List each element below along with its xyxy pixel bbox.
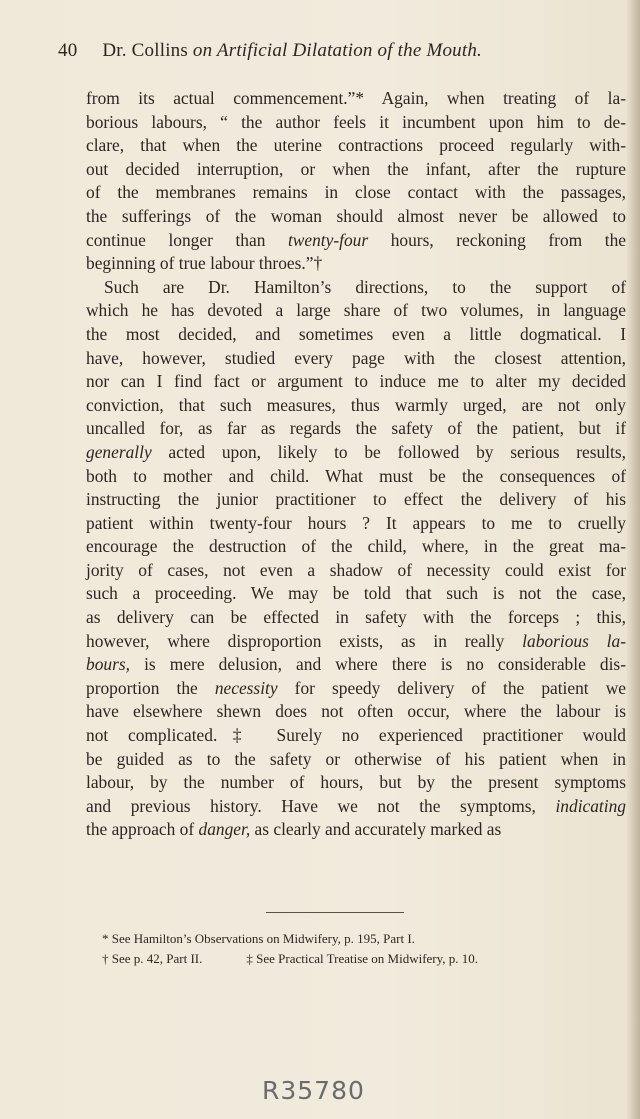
text-line: have elsewhere shewn does not often occur, where the labour is [86, 701, 626, 722]
text-line: from its actual commencement.”* Again, when treating of la- [86, 88, 626, 108]
text-line: nor can I find fact or argument to induce me to alter my decided [86, 371, 626, 392]
text-line: which he has devoted a large share of two volumes, in language [86, 300, 626, 321]
text-line: labour, by the number of hours, but by the present symptoms [86, 772, 626, 793]
running-head-title: on Artificial Dilatation of the Mouth. [192, 40, 482, 61]
text-line: out decided interruption, or when the infant, after the rupture [86, 158, 626, 179]
text-line: be guided as to the safety or otherwise of his patient when in [86, 748, 626, 769]
text-line: bours, is mere delusion, and where there is no considerable dis- [86, 654, 626, 675]
text-line: encourage the destruction of the child, where, in the great ma- [86, 536, 626, 557]
text-line: not complicated.‡ Surely no experienced practitioner would [86, 725, 626, 746]
text-line: clare, that when the uterine contractions proceed regularly with- [86, 135, 626, 156]
text-line: proportion the necessity for speedy delivery of the patient we [86, 677, 626, 698]
text-line: continue longer than twenty-four hours, reckoning from the [86, 229, 626, 250]
footnotes [86, 929, 626, 969]
text-line: patient within twenty-four hours ? It appears to me to cruelly [86, 512, 626, 533]
page-edge-shadow [626, 0, 640, 1119]
running-head [58, 40, 618, 62]
text-line: the sufferings of the woman should almost never be allowed to [86, 205, 626, 226]
text-line: both to mother and child. What must be the consequences of [86, 465, 626, 486]
page-number: 40 [58, 40, 78, 61]
text-line: beginning of true labour throes.”† [86, 253, 323, 274]
text-line: instructing the junior practitioner to effect the delivery of his [86, 489, 626, 510]
text-line: such a proceeding. We may be told that such is not the case, [86, 583, 626, 604]
text-line: and previous history. Have we not the symptoms, indicating [86, 795, 626, 816]
running-head-author: Dr. Collins [102, 40, 188, 61]
footnote-1: * See Hamilton’s Observations on Midwifery, p. 195, Part I. [102, 931, 415, 946]
text-line: Such are Dr. Hamilton’s directions, to the support of [104, 276, 626, 297]
text-line: uncalled for, as far as regards the safety of the patient, but if [86, 418, 626, 439]
body-text [86, 87, 626, 842]
text-line: the approach of danger, as clearly and accurately marked as [86, 819, 502, 840]
footnote-rule [266, 912, 404, 913]
text-line: the most decided, and sometimes even a little dogmatical. I [86, 323, 626, 344]
text-line: as delivery can be effected in safety with the forceps ; this, [86, 607, 626, 628]
text-line: of the membranes remains in close contact with the passages, [86, 182, 626, 203]
text-line: borious labours, “ the author feels it incumbent upon him to de- [86, 111, 626, 132]
library-stamp: R35780 [262, 1076, 365, 1105]
text-line: jority of cases, not even a shadow of necessity could exist for [86, 559, 626, 580]
footnote-2: † See p. 42, Part II. [102, 951, 203, 966]
footnote-3: ‡ See Practical Treatise on Midwifery, p. 10. [246, 951, 479, 966]
footnote-2-3 [86, 949, 626, 969]
text-line: conviction, that such measures, thus warmly urged, are not only [86, 394, 626, 415]
text-line: however, where disproportion exists, as in really laborious la- [86, 630, 627, 651]
text-line: generally acted upon, likely to be followed by serious results, [86, 441, 626, 462]
text-line: have, however, studied every page with the closest attention, [86, 347, 626, 368]
